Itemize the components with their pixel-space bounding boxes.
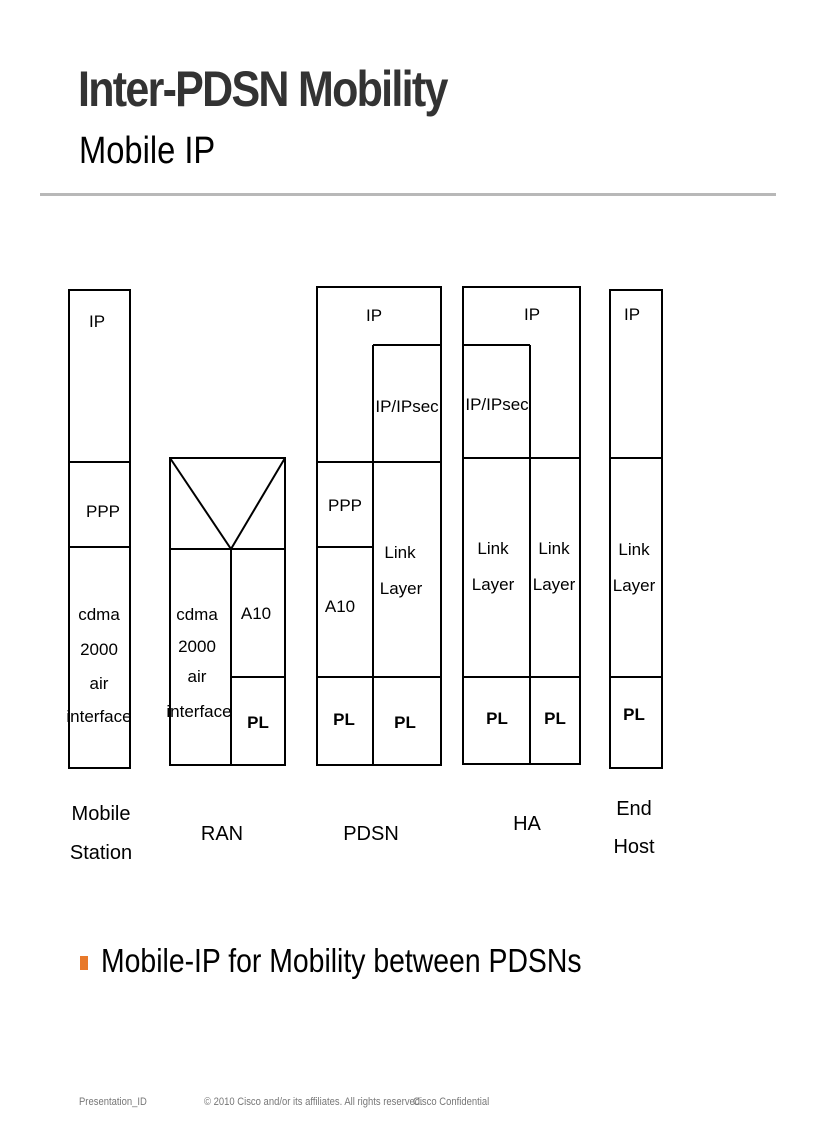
- pdsn-link-label-1: Link: [384, 543, 416, 562]
- pdsn-stack: [317, 287, 441, 765]
- ran-pl-label: PL: [247, 713, 269, 732]
- ha-link-left-label-2: Layer: [471, 575, 515, 594]
- ha-pl-right-label: PL: [544, 709, 566, 728]
- end-host-link-label-1: Link: [618, 540, 650, 559]
- ha-stack-frame: [463, 287, 580, 764]
- pdsn-pl-right-label: PL: [394, 713, 416, 732]
- pdsn-link-label-2: Layer: [379, 579, 423, 598]
- ha-link-right-label-1: Link: [538, 539, 570, 558]
- footer-copyright: © 2010 Cisco and/or its affiliates. All rights reserved.: [204, 1096, 423, 1108]
- pdsn-pl-left-label: PL: [333, 710, 355, 729]
- pdsn-ipsec-label: IP/IPsec: [375, 397, 439, 416]
- pdsn-ip-label: IP: [365, 306, 383, 325]
- ha-stack: [463, 287, 580, 764]
- ms-ip-label: IP: [89, 312, 106, 331]
- ms-air-label-1: cdma: [78, 605, 120, 624]
- end-host-pl-label: PL: [623, 705, 645, 724]
- end-host-node-name-1: End: [616, 798, 652, 820]
- ran-air-label-2: 2000: [178, 637, 216, 656]
- mobile-station-stack: [69, 290, 130, 768]
- ha-pl-left-label: PL: [486, 709, 508, 728]
- bullet-square-icon: [80, 956, 88, 970]
- pdsn-a10-label: A10: [324, 597, 356, 616]
- page-subtitle: Mobile IP: [79, 130, 216, 172]
- pdsn-ppp-label: PPP: [327, 496, 363, 515]
- ran-node-name: RAN: [200, 823, 244, 845]
- ran-relay-v: [170, 458, 285, 549]
- footer-confidential: Cisco Confidential: [413, 1096, 490, 1108]
- ran-air-label-4: interface: [166, 702, 232, 721]
- ha-ip-label: IP: [523, 305, 541, 324]
- ms-node-name-1: Mobile: [71, 803, 131, 825]
- bullet-text: Mobile-IP for Mobility between PDSNs: [101, 942, 582, 979]
- ms-air-label-3: air: [89, 674, 109, 693]
- page-title: Inter-PDSN Mobility: [78, 61, 447, 117]
- ha-ipsec-label: IP/IPsec: [465, 395, 529, 414]
- ms-node-name-2: Station: [69, 842, 133, 864]
- ms-air-label-2: 2000: [80, 640, 118, 659]
- ha-link-right-label-2: Layer: [532, 575, 576, 594]
- pdsn-stack-frame: [317, 287, 441, 765]
- footer-presentation-id: Presentation_ID: [79, 1096, 147, 1108]
- end-host-ip-label: IP: [623, 305, 641, 324]
- ha-node-name: HA: [513, 813, 541, 835]
- ran-air-label-1: cdma: [176, 605, 218, 624]
- ran-a10-label: A10: [240, 604, 272, 623]
- ms-stack-frame: [69, 290, 130, 768]
- end-host-node-name-2: Host: [613, 836, 655, 858]
- pdsn-node-name: PDSN: [343, 823, 399, 845]
- ha-link-left-label-1: Link: [477, 539, 509, 558]
- end-host-stack: [610, 290, 662, 768]
- ran-air-label-3: air: [187, 667, 207, 686]
- bullet-item: [80, 942, 660, 980]
- ms-ppp-label: PPP: [86, 502, 121, 521]
- end-host-link-label-2: Layer: [612, 576, 656, 595]
- ms-air-label-4: interface: [66, 707, 132, 726]
- end-host-stack-frame: [610, 290, 662, 768]
